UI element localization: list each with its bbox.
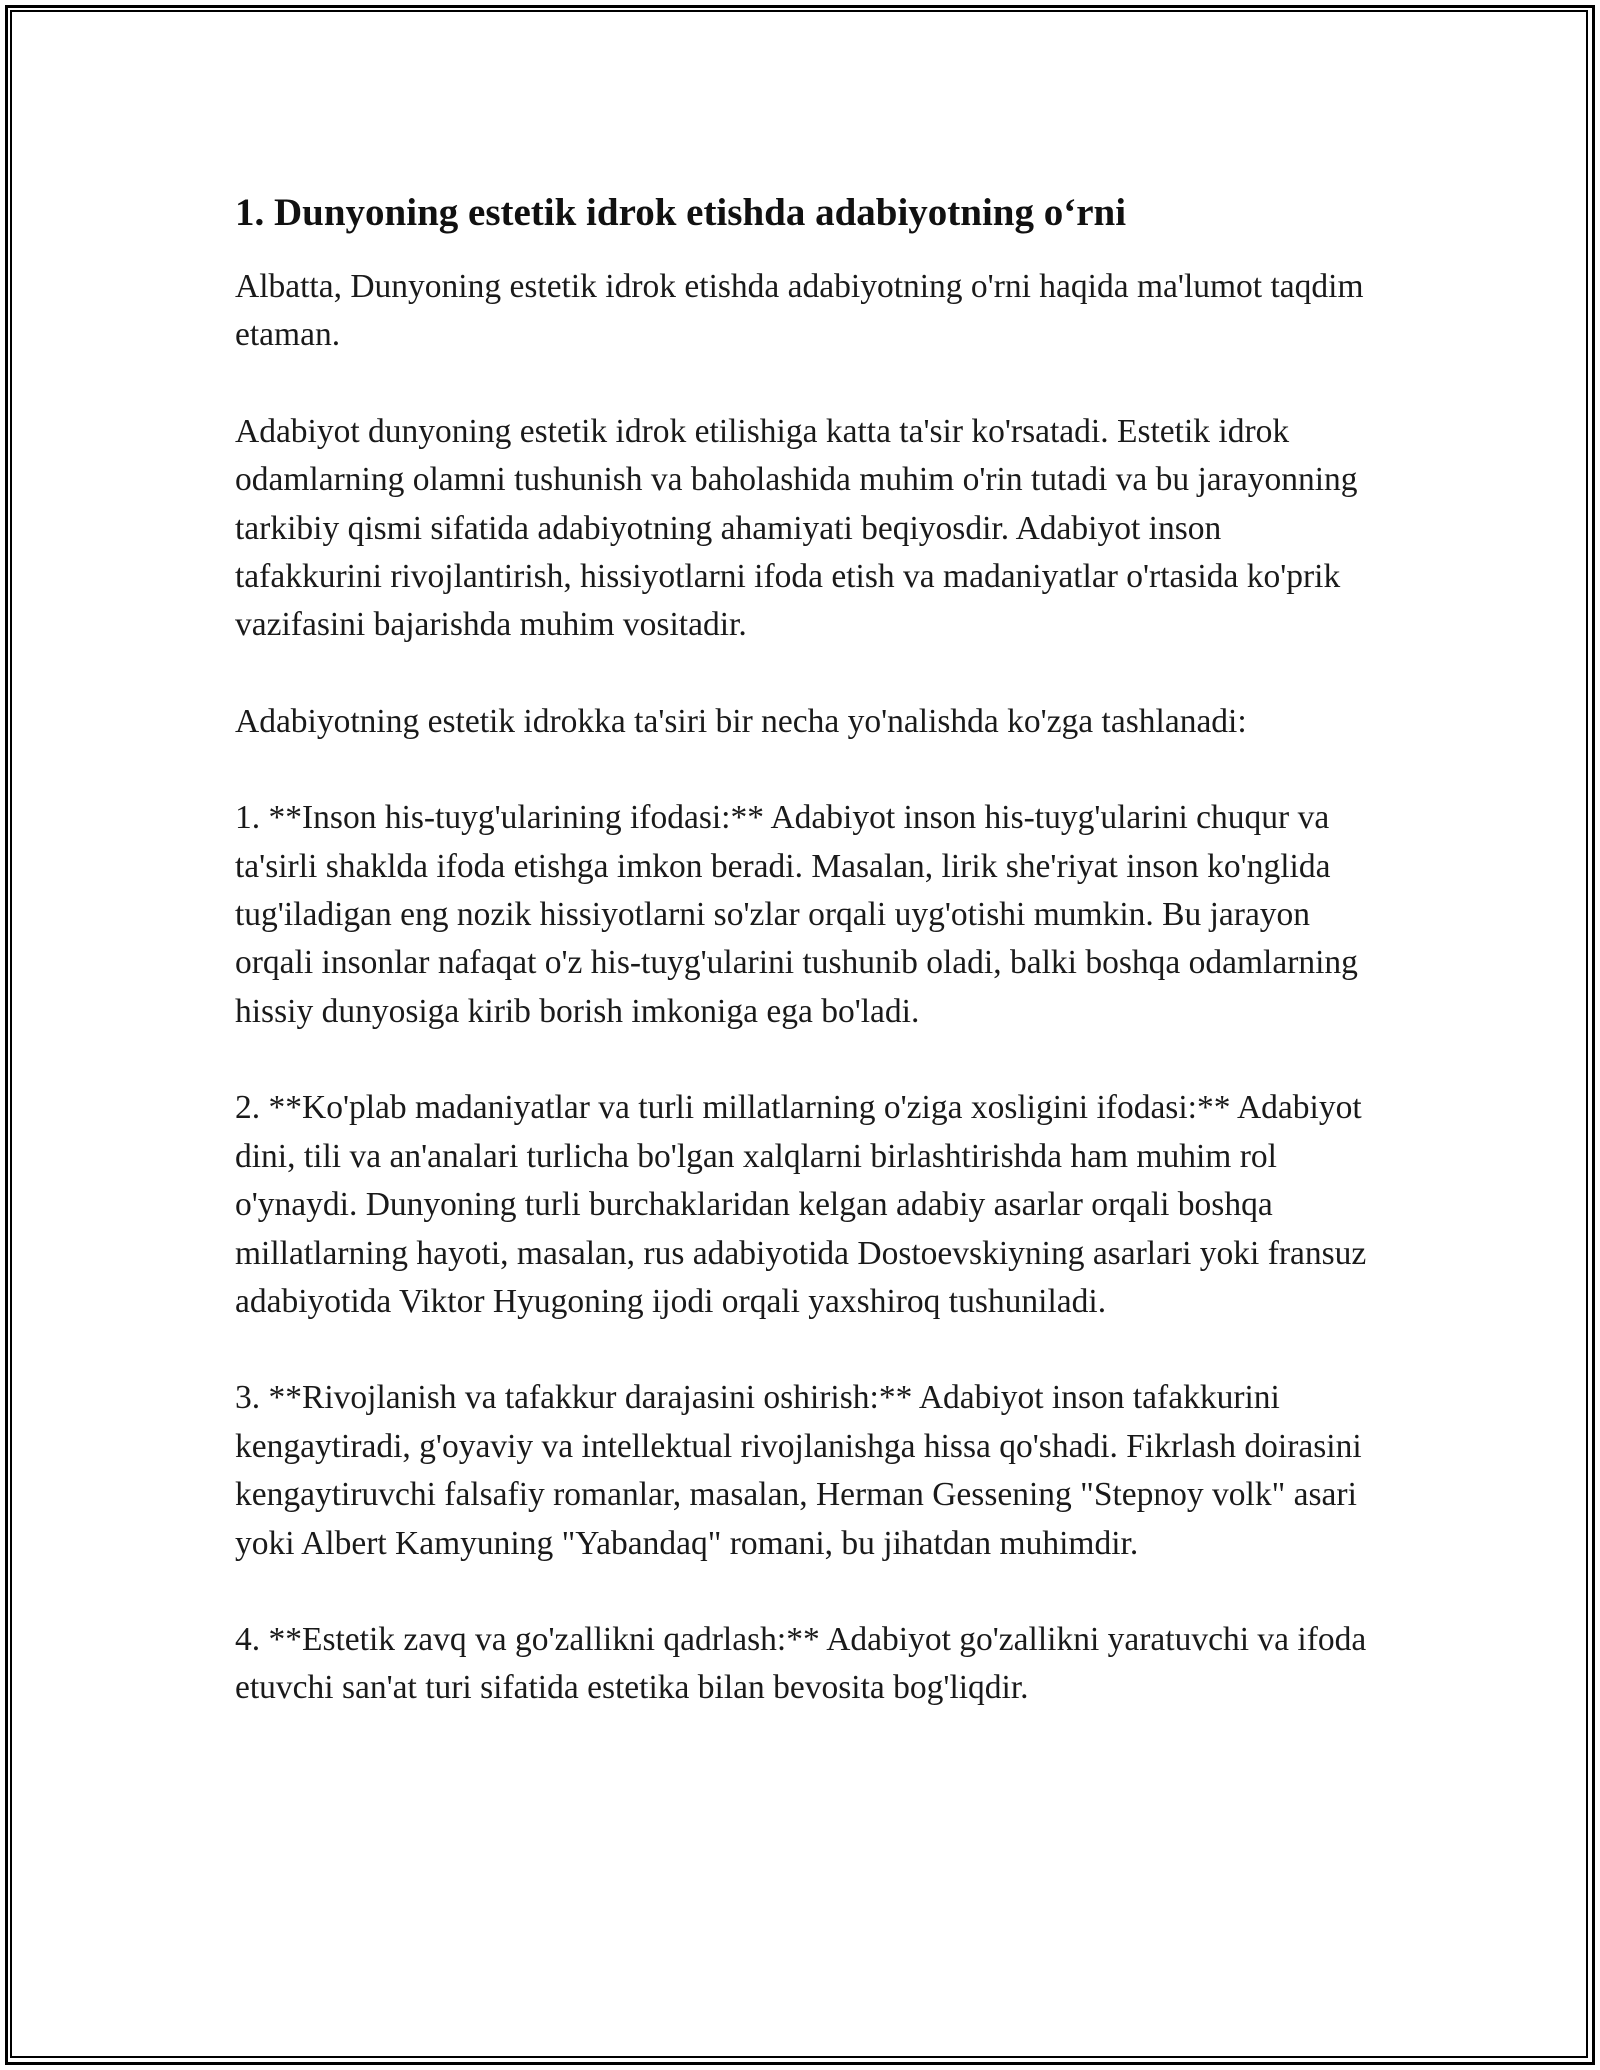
paragraph-directions: Adabiyotning estetik idrokka ta'siri bir necha yo'nalishda ko'zga tashlanadi: [235,702,1247,740]
paragraph-overview: Adabiyot dunyoning estetik idrok etilishiga katta ta'sir ko'rsatadi. Estetik idrok odamlarning olamni tushunish va baholashida muhim o'rin tutadi va bu jarayonning tarkibiy qismi sifatida adabiyotning ahamiyati beqiyosdir. Adabiyot inson tafakkurini rivojlantirish, hissiyotlarni ifoda etish va madaniyatlar o'rtasida ko'prik vazifasini bajarishda muhim vositadir. [235,412,1358,644]
list-item-3: 3. **Rivojlanish va tafakkur darajasini oshirish:** Adabiyot inson tafakkurini kengaytiradi, g'oyaviy va intellektual rivojlanishga hissa qo'shadi. Fikrlash doirasini kengaytiruvchi falsafiy romanlar, masalan, Herman Gessening "Stepnoy volk" asari yoki Albert Kamyuning "Yabandaq" romani, bu jihatdan muhimdir. [235,1379,1362,1562]
paragraph-intro: Albatta, Dunyoning estetik idrok etishda adabiyotning o'rni haqida ma'lumot taqdim etaman. [235,268,1364,354]
list-item-2: 2. **Ko'plab madaniyatlar va turli millatlarning o'ziga xosligini ifodasi:** Adabiyot dini, tili va an'analari turlicha bo'lgan xalqlarni birlashtirishda ham muhim rol o'ynaydi. Dunyoning turli burchaklaridan kelgan adabiy asarlar orqali boshqa millatlarning hayoti, masalan, rus adabiyotida Dostoevskiyning asarlari yoki fransuz adabiyotida Viktor Hyugoning ijodi orqali yaxshiroq tushuniladi. [235,1089,1367,1320]
list-item-1: 1. **Inson his-tuyg'ularining ifodasi:** Adabiyot inson his-tuyg'ularini chuqur va ta'sirli shaklda ifoda etishga imkon beradi. Masalan, lirik she'riyat inson ko'nglida tug'iladigan eng nozik hissiyotlarni so'zlar orqali uyg'otishi mumkin. Bu jarayon orqali insonlar nafaqat o'z his-tuyg'ularini tushunib oladi, balki boshqa odamlarning hissiy dunyosiga kirib borish imkoniga ega bo'ladi. [235,799,1358,1030]
list-item-4: 4. **Estetik zavq va go'zallikni qadrlash:** Adabiyot go'zallikni yaratuvchi va ifoda etuvchi san'at turi sifatida estetika bilan bevosita bog'liqdir. [235,1620,1367,1707]
document-body [235,185,1375,1761]
document-title: 1. Dunyoning estetik idrok etishda adabiyotning o‘rni [235,191,1127,234]
